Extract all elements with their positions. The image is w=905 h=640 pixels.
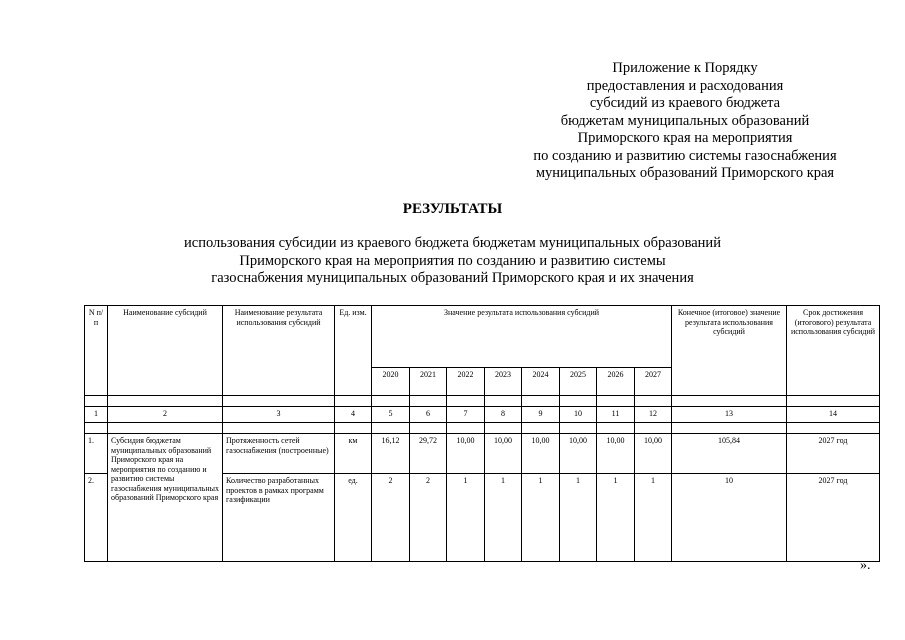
- table-row: [85, 434, 880, 474]
- result-name-cell: Протяженность сетей газоснабжения (построенные): [223, 434, 335, 474]
- header-year: 2027: [635, 368, 672, 396]
- subtitle-line: использования субсидии из краевого бюджета бюджетам муниципальных образований: [184, 235, 721, 251]
- document-subtitle: [0, 235, 905, 288]
- column-number: 12: [635, 407, 672, 423]
- appendix-line: по созданию и развитию системы газоснабжения: [533, 147, 837, 164]
- header-year: 2026: [597, 368, 635, 396]
- unit-cell: ед.: [335, 474, 372, 562]
- header-year: 2025: [560, 368, 597, 396]
- header-year: 2020: [372, 368, 410, 396]
- value-cell: 1: [522, 474, 560, 562]
- subtitle-line: газоснабжения муниципальных образований Приморского края и их значения: [211, 270, 694, 286]
- row-num: 1.: [85, 434, 108, 474]
- unit-cell: км: [335, 434, 372, 474]
- column-number: 1: [85, 407, 108, 423]
- column-number: 13: [672, 407, 787, 423]
- final-value-cell: 10: [672, 474, 787, 562]
- header-deadline: Срок достижения (итогового) результата использования субсидий: [787, 306, 880, 396]
- document-title: РЕЗУЛЬТАТЫ: [402, 201, 503, 217]
- column-number: 9: [522, 407, 560, 423]
- value-cell: 2: [372, 474, 410, 562]
- header-year: 2024: [522, 368, 560, 396]
- result-name-cell: Количество разработанных проектов в рамках программ газификации: [223, 474, 335, 562]
- appendix-line: Приложение к Порядку: [612, 60, 758, 76]
- deadline-cell: 2027 год: [787, 474, 880, 562]
- column-number: 10: [560, 407, 597, 423]
- value-cell: 1: [560, 474, 597, 562]
- row-num: 2.: [85, 474, 108, 562]
- subsidy-name-cell: Субсидия бюджетам муниципальных образований Приморского края на мероприятия по созданию и развитию системы газоснабжения муниципальных образований Приморского края: [108, 434, 223, 562]
- appendix-line: бюджетам муниципальных образований: [560, 112, 810, 129]
- value-cell: 16,12: [372, 434, 410, 474]
- value-cell: 10,00: [635, 434, 672, 474]
- header-result-name: Наименование результата использования субсидий: [223, 306, 335, 396]
- value-cell: 1: [447, 474, 485, 562]
- results-table: [84, 305, 880, 562]
- value-cell: 1: [597, 474, 635, 562]
- value-cell: 1: [635, 474, 672, 562]
- header-year: 2022: [447, 368, 485, 396]
- value-cell: 10,00: [447, 434, 485, 474]
- value-cell: 10,00: [560, 434, 597, 474]
- column-number: 2: [108, 407, 223, 423]
- subtitle-line: Приморского края на мероприятия по созданию и развитию системы: [239, 252, 666, 269]
- header-final-value: Конечное (итоговое) значение результата использования субсидий: [672, 306, 787, 396]
- appendix-line: предоставления и расходования: [586, 77, 784, 94]
- header-subsidy-name: Наименование субсидий: [108, 306, 223, 396]
- header-unit: Ед. изм.: [335, 306, 372, 396]
- column-number: 6: [410, 407, 447, 423]
- header-year: 2021: [410, 368, 447, 396]
- column-number: 3: [223, 407, 335, 423]
- appendix-line: субсидий из краевого бюджета: [589, 95, 781, 111]
- value-cell: 10,00: [485, 434, 522, 474]
- final-value-cell: 105,84: [672, 434, 787, 474]
- column-number: 11: [597, 407, 635, 423]
- appendix-note: [500, 60, 870, 183]
- value-cell: 29,72: [410, 434, 447, 474]
- value-cell: 10,00: [522, 434, 560, 474]
- appendix-line: Приморского края на мероприятия: [577, 130, 793, 146]
- appendix-line: муниципальных образований Приморского края: [535, 165, 835, 181]
- header-values-group: Значение результата использования субсидий: [372, 306, 672, 368]
- value-cell: 1: [485, 474, 522, 562]
- column-number: 8: [485, 407, 522, 423]
- value-cell: 10,00: [597, 434, 635, 474]
- value-cell: 2: [410, 474, 447, 562]
- column-number: 4: [335, 407, 372, 423]
- column-number: 7: [447, 407, 485, 423]
- deadline-cell: 2027 год: [787, 434, 880, 474]
- closing-quote: ».: [860, 558, 871, 573]
- column-number: 14: [787, 407, 880, 423]
- column-number: 5: [372, 407, 410, 423]
- header-year: 2023: [485, 368, 522, 396]
- header-num: N п/п: [85, 306, 108, 396]
